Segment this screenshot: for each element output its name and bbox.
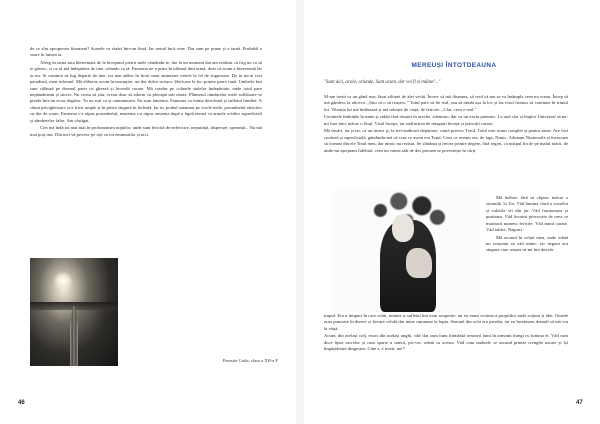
right-mid-paragraph-2: Mă ascund în colțul meu, unde odată nu reușeam să văd nimic, iar negura era singura care reușea să-mi îmi dezvăs — [486, 234, 568, 253]
right-paragraph-1: M-am trezit ca un gând nou, lăsat ziliinei de alei vechi. Încerc să mă disteanz, să cred că mu se va întâmpla ceea nu vreau. Încep să mă gândesc la altceva. „Știu că o să reușesc." Totul pare să fie real, sau să rămâi așa la loc și las visul frumos să continue în trimul lui. Vibrația lui mă îndârează și mă trăiește de viață, de fericire. „Clar, ceva e real." — [324, 94, 568, 112]
page-number-right: 47 — [576, 400, 583, 406]
left-paragraph-3: Ciei mă îndă tot mai mai în profunzimea nopților, unde sunt fericită de nefericire, neputință, disperare, speranță... Nu mă mai poți irni. Din nici vă privesc pe toți cu tot neumurilor și nici. — [30, 125, 262, 137]
page-gutter — [296, 0, 304, 424]
left-paragraph-1: de ce sînt apropierea finomeni? Soarele va răsări într-un final. Iar trenul încă vine. Dar sunt pe punte și e iarnă. Probabil e soare în lumea ta. — [30, 46, 262, 58]
right-body-top — [324, 94, 568, 155]
left-body-text — [30, 46, 262, 139]
sun-glow — [54, 272, 72, 290]
railway-sunset-photo — [30, 258, 118, 366]
right-bottom-paragraph-2: Acum, din același colț, exact din același unghi, văd clar sum lunu frământă senzorii lumi în armonii înregi cu lumina ei. Văd cum duce lipsa sacrelor și cum sparte u unerii, pic-cer, odată cu acesta. Văd cum umbrele se ascund printre crenglie uscate și își împăștăiește dingestea. Cine e, e trezit, nu!? — [324, 333, 568, 352]
left-page — [0, 0, 296, 424]
article-title: MEREUȘI ÎNTOTDEAUNA — [411, 62, 497, 69]
hands-shape — [406, 248, 432, 278]
right-paragraph-3: Mă învârt, iar și iar, ca un titirez și, la trei-auditorii depărtare, caută privesc Totul. Totul este acum complet și pentru mine. Are fost confuză și superficială, gândindu-mă că ceas ce avem era Totul. Ceea ce aveam era, de fapt, Nimic. Adunam Nimicurile și încercam să formez din ele Totul meu, dar nimic nu rezista. Se sfârâma și trecea printre degete, fără regret, ca nisipul fin de pe malul mării, de unde-mi așteptam fidelitul, ceea nu vanea atât de des precum se povestește în cărți. — [324, 128, 568, 153]
right-mid-paragraph-1: Mă holbez, fără să clipesc măcar o secundă, la Tot. Văd lumina clară a soarelui și culorile vii din jur. Văd frumusețea și puritatea. Văd lucrimi provocate de ceea ce muritorii numesc fericire. Văd inimi curate. Văd iubire. Nagurii. — [486, 195, 568, 233]
woman-portrait-photo — [332, 190, 480, 312]
right-body-mid — [486, 195, 568, 255]
right-body-bottom — [324, 313, 568, 354]
left-paragraph-2: Aleeg în iarna asta blestemată de la începutul pietrii mele căutându-te, dar la un moment dat am realizat că frig nu ca să te găsesc, ci ca să mă îndepărtez de tine, orlando ca tă. Fantoma ne-a prins în ultimul dint urmă, doar că acum e binevenită lăr tu nu. Si continui să fug departe de tine, tot mai adânc în fiorii unor amintiare vesele la fel de friguroase. De tu mi-ai fost paradisul, mert infernul. Mă eliberez acum în nesimțire, un dor dulce-acrișor. Șleficase le loc printre pasre rană. Umbrele îmi sunt călăuză pe drumul parer cu ghează și încerdit curate. Mă condur pe colinele stelelor îndepărtate, unde totul pare nepământean și sincer. Nu vreau să știu, vreau doar să adorm cu pleoapă sub obraz. Plânsetul rămâștelor mele suflătoare se pierde într-un ecou târgător. Tu nu ești cu și cumuuuurtu. Eu sunt fantoma. Fantoma cu inima dezolvată și sufletul fundări. A cânui privighetoare și-a fricit umple și în pietre singură în fiefeală. Iar tu, prahul aatamun pe viscle mele, porumbelul rătăcitor cu dor de soare. Fantoma s-a răpus porumbelul, neuterna s-a răpus armenia după o luptă eternă cu armele ochilor superficiali și zâmbetelor false. Am câștigat. — [30, 60, 262, 123]
right-paragraph-2: Cuvintele îmbrățăe în mine și zidăți fără răsunii în ureche, silenturo, dar cu un exetu puternic. Le aud clar și împlor Universul să nu-mi fure mici măcar o lituți. Visul începe, iar strălucirea de imaginii începe și princiții contre. — [324, 114, 568, 126]
face-shape — [392, 214, 414, 242]
right-bottom-paragraph-1: trupul. Era u timpuri în care ochii, mintea și sufletul îmi erau acoperite, iar eu eram victima a propriilor mele acțiuni și idei. Ouaele erau punctate în durere și fiecare celulă din mine rimunase la lupta. Semnul din ochi era pierdut, iar eu încetasem demult să mă viu la viață. — [324, 313, 568, 331]
page-number-left: 46 — [18, 400, 25, 406]
railway-tracks — [64, 306, 84, 366]
article-quote: "Sunt aici, acolo, oriunde. Sunt acum, dar voi fi și mâine!..." — [324, 80, 441, 85]
author-caption: Parasite Carla, clasa a XII-a F — [222, 358, 278, 363]
